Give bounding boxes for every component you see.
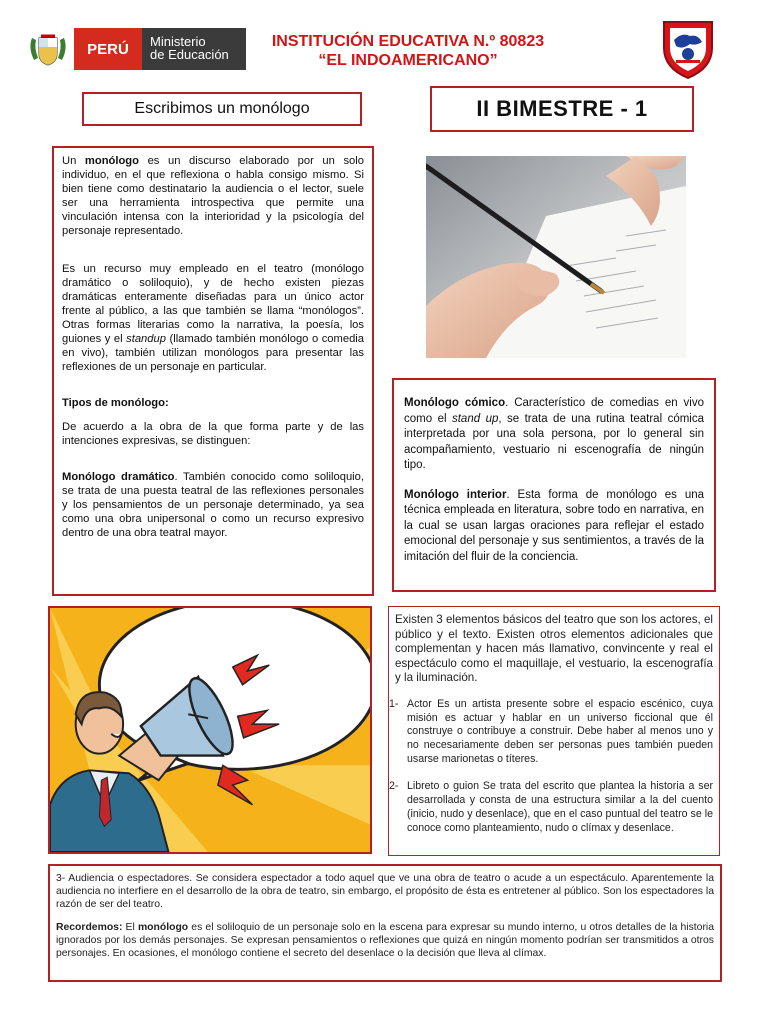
theatre-elements-box [388, 606, 720, 856]
theatre-elements-intro: Existen 3 elementos básicos del teatro que son los actores, el público y el texto. Existen otros elementos adicionales que complementan y hacen más llamativo, convincente y real el espectáculo como el maquillaje, el vestuario, la escenografía y la iluminación. [395, 613, 713, 685]
school-name: INSTITUCIÓN EDUCATIVA N.º 80823 [271, 33, 545, 50]
comic-monologue-paragraph: Monólogo cómico. Característico de comedias en vivo como el stand up, se trata de una rutina teatral cómica interpretada por una sola persona, por lo general sin acompañamiento, vestuario ni escenografía de ningún tipo. [404, 397, 704, 471]
writing-hand-photo [426, 156, 686, 358]
theatre-elements-list [389, 697, 713, 835]
remember-paragraph: Recordemos: El monólogo es el soliloquio de un personaje solo en la escena para expresar su mundo interno, u otros detalles de la historia ignorados por los demás personajes. Se expresan pensamientos o reflexiones que quizá en ningún momento podrían ser transmitidos a otros personajes. En ocasiones, el monólogo contiene el secreto del desenlace o la decisión que lleva al clímax. [56, 922, 714, 959]
intro-text-box [52, 146, 374, 596]
types-heading: Tipos de monólogo: [62, 397, 169, 409]
ministry-name: Ministerio de Educación [142, 28, 246, 70]
school-crest-icon [660, 18, 716, 80]
types-intro: De acuerdo a la obra de la que forma parte y de las intenciones expresivas, se distinguen: [62, 421, 364, 447]
bimester-title: II BIMESTRE - 1 [430, 86, 694, 132]
dramatic-monologue-paragraph: Monólogo dramático. También conocido como soliloquio, se trata de una puesta teatral de las reflexiones personales y los pensamientos de un personaje determinado, ya sea como una obra unipersonal o como un recurso expresivo dentro de una obra teatral mayor. [62, 471, 364, 539]
school-subname: “EL INDOAMERICANO” [318, 52, 498, 69]
list-item: 2- Libreto o guion Se trata del escrito que plantea la historia a ser desarrollada y consta de una estructura similar a la del cuento (inicio, nudo y desenlace), que en el caso puntual del teatro se le conoce como planteamiento, nudo o clímax y desenlace. [389, 780, 713, 834]
monologue-types-box [392, 378, 716, 592]
page-title: Escribimos un monólogo [82, 92, 362, 126]
audience-paragraph: 3- Audiencia o espectadores. Se considera espectador a todo aquel que ve una obra de teatro o acude a un espectáculo. Aparentemente la audiencia no interfiere en el desarrollo de la obra de teatro, sin embargo, el propósito de ésta es entretener al público. Son los espectadores la razón de ser del teatro. [56, 873, 714, 910]
ministry-logo [74, 28, 246, 70]
peru-label: PERÚ [74, 28, 142, 70]
megaphone-man-illustration [48, 606, 372, 854]
list-item: 1- Actor Es un artista presente sobre el espacio escénico, cuya misión es actuar y hablar en un universo ficcional que él construye o contribuye a construir. Debe haber al menos uno y no necesariamente deben ser personas pues también pueden usarse marionetas o títeres. [389, 697, 713, 765]
interior-monologue-paragraph: Monólogo interior. Esta forma de monólogo es una técnica empleada en literatura, sobre todo en narrativa, en la cual se usan largas oraciones para reflejar el estado emocional del personaje y sus sentimientos, a través de la imitación del fluir de la conciencia. [404, 488, 705, 563]
definition-paragraph: Un monólogo es un discurso elaborado por un solo individuo, en el que reflexiona o habla consigo mismo. Si bien tiene como destinatario la audiencia o el lector, suele ser una herramienta introspectiva que permite una vinculación intensa con la interioridad y la psicología del personaje representado. [62, 155, 364, 237]
audience-and-summary-box [48, 864, 722, 982]
school-heading [240, 32, 576, 70]
peru-coat-of-arms-icon [28, 32, 68, 68]
usage-paragraph: Es un recurso muy empleado en el teatro (monólogo dramático o soliloquio), y de hecho existen piezas dramáticas enteramente diseñadas para un único actor frente al público, a las que también se llama “monólogos”. Otras formas literarias como la narrativa, la poesía, los guiones y el standup (llamado también monólogo o comedia en vivo), también utilizan monólogos para presentar las reflexiones de un personaje en particular. [62, 263, 364, 373]
